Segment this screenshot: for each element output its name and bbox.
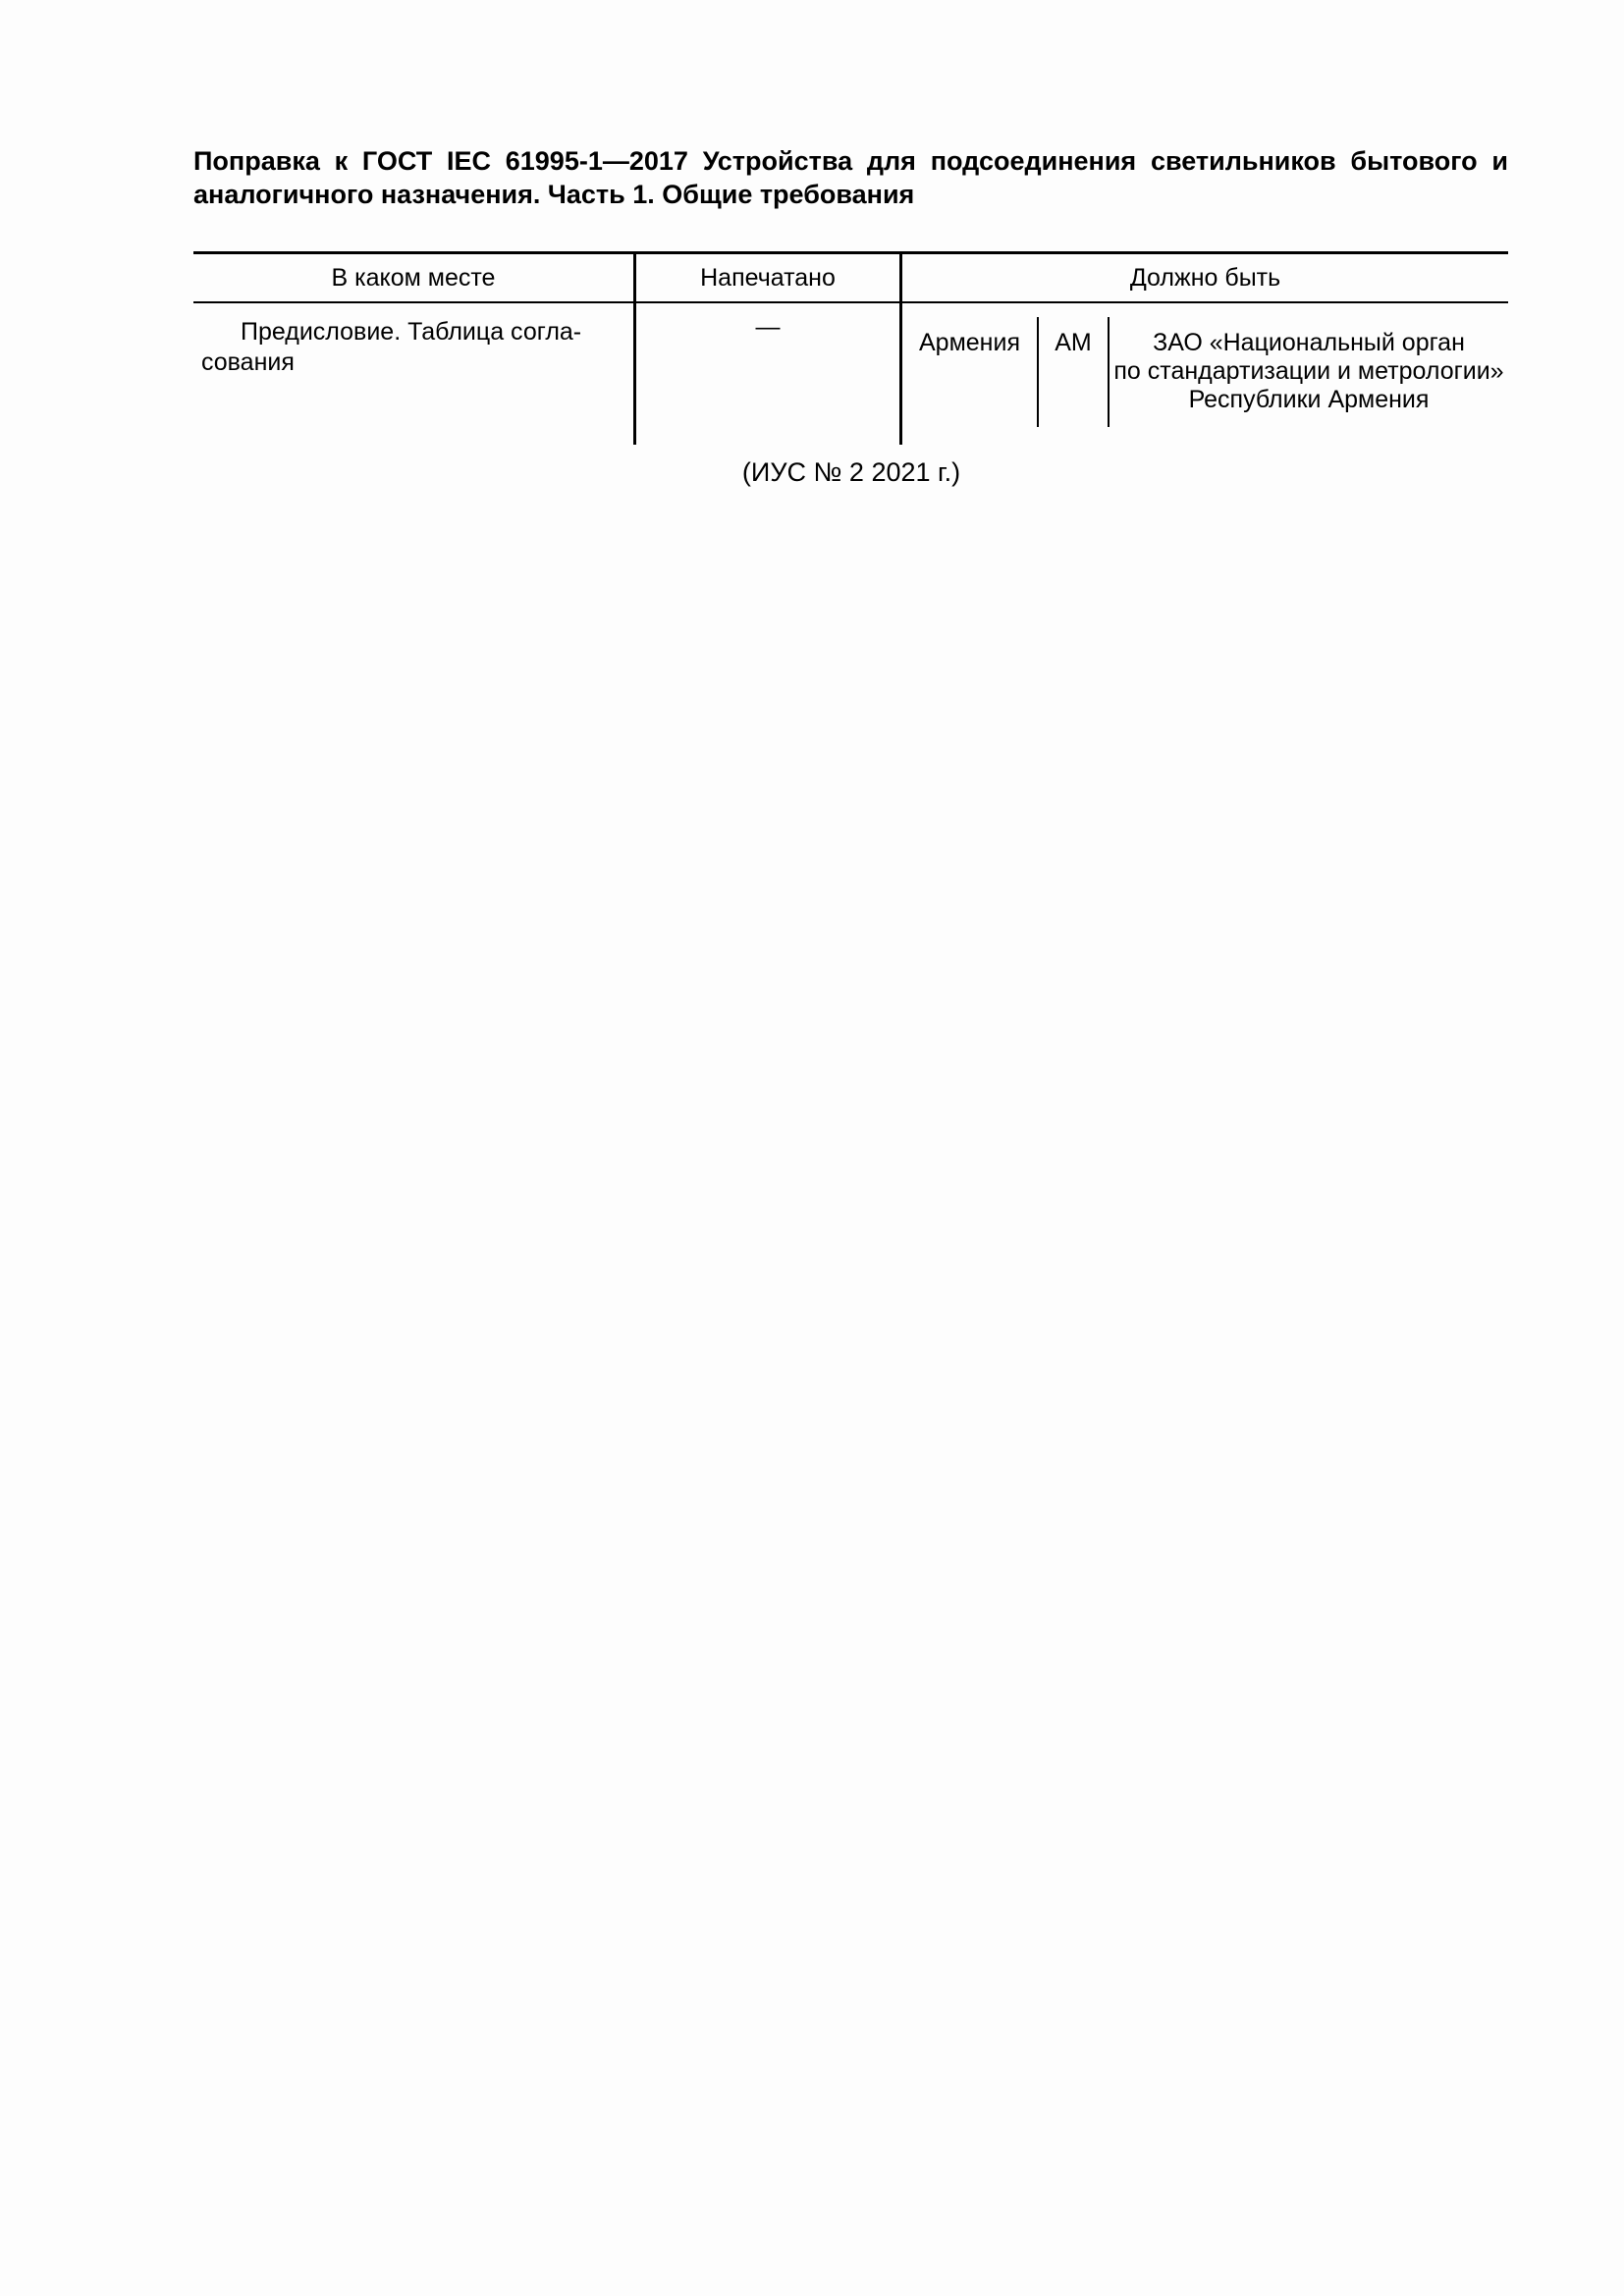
cell-should-be [901, 302, 1509, 445]
cell-printed: — [635, 302, 901, 445]
header-where: В каком месте [193, 253, 635, 303]
header-should-be: Должно быть [901, 253, 1509, 303]
header-printed: Напечатано [635, 253, 901, 303]
cell-where: Предисловие. Таблица согла-сования [201, 318, 582, 376]
organization-line: Республики Армения [1188, 386, 1430, 413]
cell-organization [1110, 317, 1508, 429]
table-header-row [193, 253, 1508, 303]
amendment-table [193, 251, 1508, 445]
cell-country: Армения [902, 317, 1039, 427]
organization-line: ЗАО «Национальный орган [1153, 329, 1465, 356]
cell-country-code: AM [1039, 317, 1110, 427]
issue-note: (ИУС № 2 2021 г.) [741, 457, 961, 487]
should-be-inner-table [902, 317, 1508, 429]
page-title: Поправка к ГОСТ IEC 61995-1—2017 Устройства для подсоединения светильников бытового и аналогичного назначения. Часть 1. Общие требования [193, 146, 1508, 209]
organization-line: по стандартизации и метрологии» [1113, 357, 1504, 385]
table-row [193, 302, 1508, 445]
